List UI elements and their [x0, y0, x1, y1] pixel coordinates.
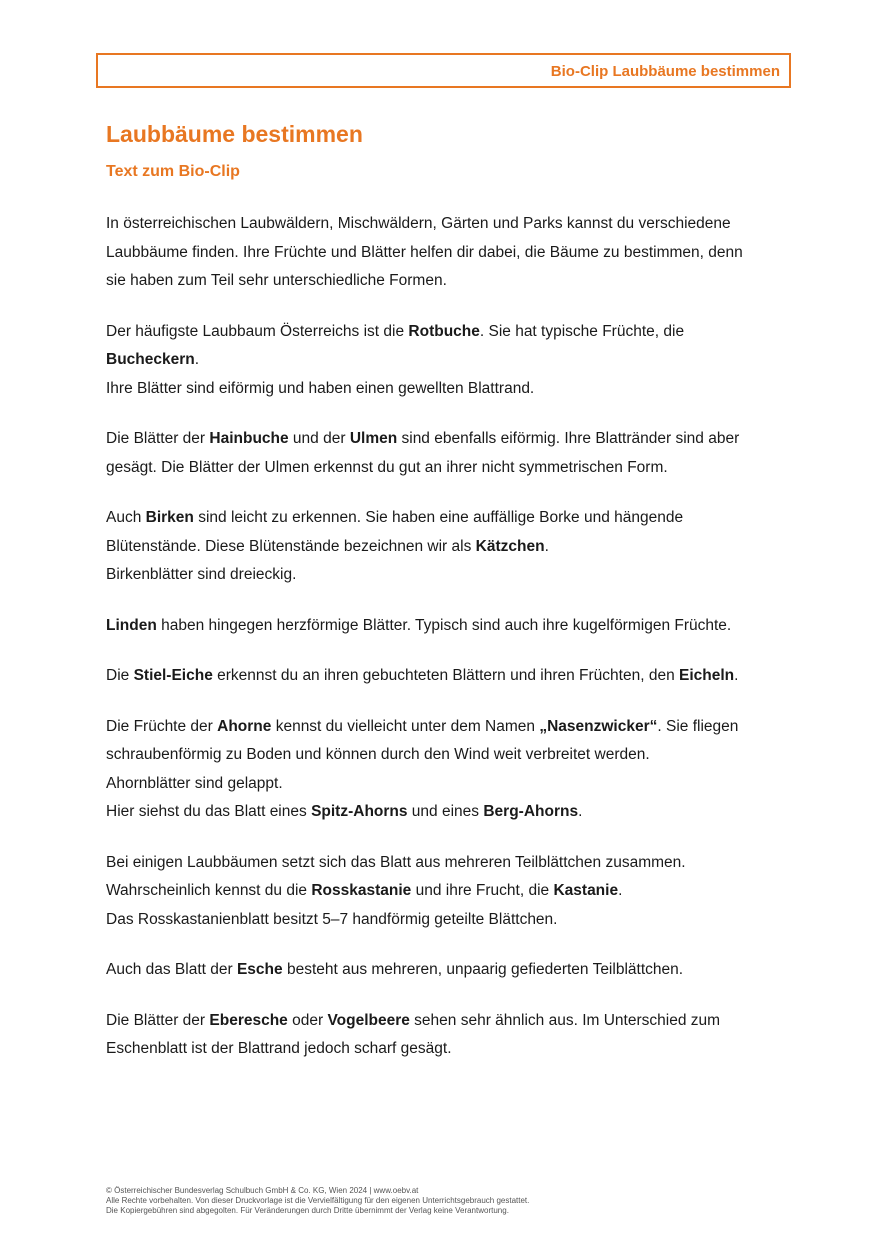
text-segment: Die — [106, 667, 134, 684]
text-line — [106, 454, 796, 483]
bold-term: Birken — [145, 509, 194, 526]
bold-term: Hainbuche — [209, 430, 289, 447]
text-line — [106, 956, 796, 985]
paragraph — [106, 713, 796, 827]
bold-term: Rosskastanie — [311, 882, 412, 899]
text-segment: In österreichischen Laubwäldern, Mischwäldern, Gärten und Parks kannst du verschiedene — [106, 215, 731, 232]
body-text — [106, 210, 796, 1086]
text-line — [106, 318, 796, 347]
text-segment: . — [734, 667, 739, 684]
bold-term: Kastanie — [553, 882, 619, 899]
paragraph — [106, 612, 796, 641]
bold-term: Vogelbeere — [327, 1011, 410, 1029]
footer-disclaimer: Die Kopiergebühren sind abgegolten. Für Veränderungen durch Dritte übernimmt der Verlag keine Verantwortung. — [106, 1206, 509, 1215]
text-line — [106, 375, 796, 404]
paragraph — [106, 504, 796, 590]
text-segment: Ihre Blätter sind eiförmig und haben einen gewellten Blattrand. — [106, 379, 535, 397]
paragraph — [106, 849, 796, 935]
text-segment: . — [578, 803, 583, 820]
text-segment: . Sie hat typische Früchte, die — [479, 322, 685, 340]
text-segment: Die Blätter der — [106, 1011, 210, 1029]
text-segment: . — [194, 351, 200, 368]
text-segment: kennst du vielleicht unter dem Namen — [271, 717, 540, 735]
text-segment: Ahornblätter sind gelappt. — [106, 774, 283, 792]
bold-term: Stiel-Eiche — [133, 667, 213, 684]
text-line — [106, 1007, 796, 1036]
footer-rights: Alle Rechte vorbehalten. Von dieser Druckvorlage ist die Vervielfältigung für den eigenen Unterrichtsgebrauch gestattet. — [106, 1196, 530, 1205]
paragraph — [106, 1007, 796, 1064]
bold-term: Berg-Ahorns — [483, 803, 579, 820]
text-line — [106, 267, 796, 296]
text-line — [106, 425, 796, 454]
text-segment: sehen sehr ähnlich aus. Im Unterschied zum — [409, 1011, 721, 1029]
text-line — [106, 210, 796, 239]
text-line — [106, 561, 796, 590]
text-segment: Blütenstände. Diese Blütenstände bezeichnen wir als — [106, 537, 476, 555]
text-segment: sind leicht zu erkennen. Sie haben eine auffällige Borke und hängende — [193, 509, 684, 526]
text-line — [106, 906, 796, 935]
text-segment: . — [544, 537, 549, 555]
text-segment: Auch das Blatt der — [106, 961, 237, 978]
text-line — [106, 849, 796, 878]
text-line — [106, 713, 796, 742]
paragraph — [106, 318, 796, 404]
text-segment: oder — [287, 1011, 328, 1029]
paragraph — [106, 956, 796, 985]
text-line — [106, 504, 796, 533]
text-segment: gesägt. Die Blätter der Ulmen erkennst du gut an ihrer nicht symmetrischen Form. — [106, 458, 668, 476]
text-line — [106, 239, 796, 268]
bold-term: „Nasenzwicker“ — [539, 717, 658, 735]
text-segment: und eines — [407, 803, 484, 820]
bold-term: Rotbuche — [408, 322, 480, 340]
paragraph — [106, 425, 796, 482]
header-box — [96, 53, 791, 88]
bold-term: Ulmen — [349, 430, 398, 447]
text-segment: sie haben zum Teil sehr unterschiedliche Formen. — [106, 272, 447, 289]
text-segment: Eschenblatt ist der Blattrand jedoch scharf gesägt. — [106, 1040, 452, 1057]
bold-term: Ahorne — [217, 717, 272, 735]
text-segment: haben hingegen herzförmige Blätter. Typisch sind auch ihre kugelförmigen Früchte. — [156, 616, 732, 634]
text-segment: Die Früchte der — [106, 717, 218, 735]
text-line — [106, 662, 796, 691]
text-line — [106, 533, 796, 562]
text-line — [106, 770, 796, 799]
paragraph — [106, 662, 796, 691]
page-subtitle: Text zum Bio-Clip — [106, 163, 240, 180]
text-segment: Laubbäume finden. Ihre Früchte und Blätter helfen dir dabei, die Bäume zu bestimmen, denn — [106, 243, 743, 261]
text-segment: und ihre Frucht, die — [411, 882, 554, 899]
text-segment: Hier siehst du das Blatt eines — [106, 803, 312, 820]
text-segment: sind ebenfalls eiförmig. Ihre Blattränder sind aber — [397, 430, 740, 447]
text-segment: Die Blätter der — [106, 430, 210, 447]
text-segment: Das Rosskastanienblatt besitzt 5–7 handförmig geteilte Blättchen. — [106, 910, 558, 928]
text-line — [106, 877, 796, 906]
bold-term: Linden — [106, 616, 157, 634]
text-segment: Bei einigen Laubbäumen setzt sich das Blatt aus mehreren Teilblättchen zusammen. — [106, 853, 686, 871]
text-line — [106, 346, 796, 375]
footer — [106, 1186, 529, 1216]
text-segment: Birkenblätter sind dreieckig. — [106, 566, 297, 583]
header-label: Bio-Clip Laubbäume bestimmen — [550, 63, 780, 80]
bold-term: Kätzchen — [475, 537, 545, 555]
paragraph — [106, 210, 796, 296]
text-line — [106, 612, 796, 641]
bold-term: Spitz-Ahorns — [311, 803, 408, 820]
footer-copyright: © Österreichischer Bundesverlag Schulbuch GmbH & Co. KG, Wien 2024 | www.oebv.at — [106, 1186, 419, 1195]
text-line — [106, 741, 796, 770]
text-segment: erkennst du an ihren gebuchteten Blättern und ihren Früchten, den — [212, 667, 680, 684]
text-segment: Wahrscheinlich kennst du die — [106, 882, 312, 899]
page-title: Laubbäume bestimmen — [106, 121, 363, 147]
bold-term: Esche — [236, 961, 283, 978]
text-segment: . — [618, 882, 623, 899]
text-line — [106, 798, 796, 827]
text-segment: Auch — [106, 509, 146, 526]
text-segment: und der — [288, 430, 350, 447]
bold-term: Eicheln — [679, 667, 735, 684]
text-line — [106, 1035, 796, 1064]
bold-term: Bucheckern — [106, 351, 195, 368]
text-segment: besteht aus mehreren, unpaarig gefiederten Teilblättchen. — [282, 961, 684, 978]
bold-term: Eberesche — [209, 1011, 288, 1029]
text-segment: schraubenförmig zu Boden und können durch den Wind weit verbreitet werden. — [106, 746, 650, 763]
text-segment: Der häufigste Laubbaum Österreichs ist die — [106, 322, 409, 340]
text-segment: . Sie fliegen — [657, 717, 739, 735]
